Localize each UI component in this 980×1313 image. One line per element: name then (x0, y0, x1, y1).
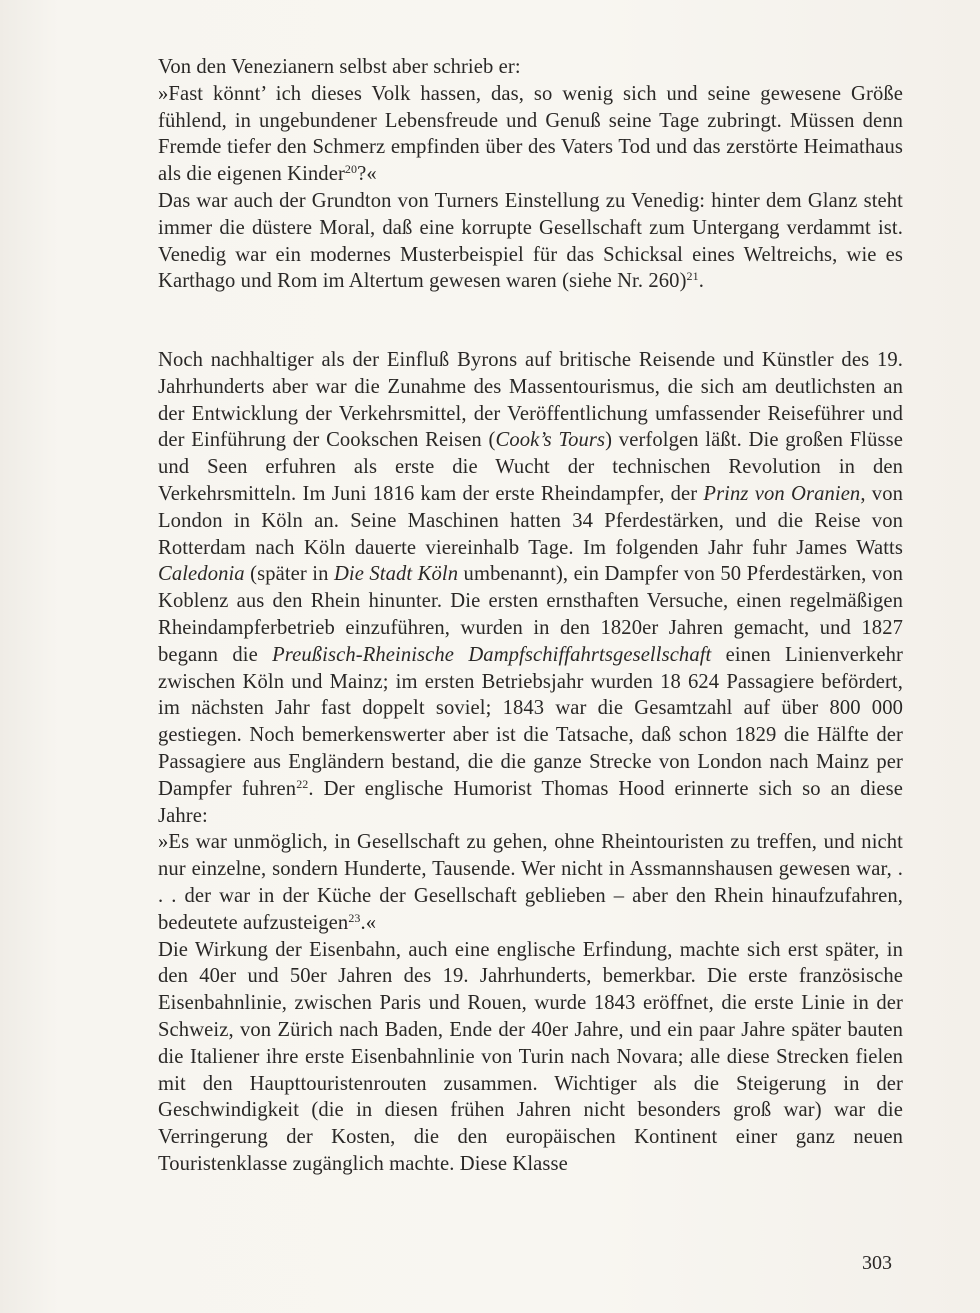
text-run: . Der englische Humorist Thomas Hood erinnerte sich so an diese Jahre: (158, 777, 903, 827)
text-run: »Fast könnt’ ich dieses Volk hassen, das, so wenig sich und seine gewesene Größe fühlend, in ungebundener Lebensfreude und Genuß seine Tage zubringt. Müssen denn Fremde tiefer den Schmerz empfinden über des Vaters Tod und das zerstörte Heimathaus als die eigenen Kinder (158, 82, 903, 186)
text-run: Die Wirkung der Eisenbahn, auch eine englische Erfindung, machte sich erst später, in den 40er und 50er Jahren des 19. Jahrhunderts, bemerkbar. Die erste französische Eisenbahnlinie, zwischen Paris und Rouen, wurde 1843 eröffnet, die erste Linie in der Schweiz, von Zürich nach Baden, Ende der 40er Jahre, und ein paar Jahre später bauten die Italiener ihre erste Eisenbahnlinie von Turin nach Novara; alle diese Strecken fielen mit den Haupttouristenrouten zusammen. Wichtiger als die Steigerung in der Geschwindigkeit (die in diesen frühen Jahren nicht besonders groß war) war die Verringerung der Kosten, die den europäischen Kontinent einer ganz neuen Touristenklasse zugänglich machte. Diese Klasse (158, 938, 903, 1175)
paragraph (158, 54, 903, 81)
footnote-reference: 23 (348, 910, 361, 925)
text-run: »Es war unmöglich, in Gesellschaft zu gehen, ohne Rheintouristen zu treffen, und nicht nur einzelne, sondern Hunderte, Tausende. Wer nicht in Assmannshausen gewesen war, . . . der war in der Küche der Gesellschaft geblieben – aber den Rhein hinaufzufahren, bedeutete aufzusteigen (158, 831, 903, 934)
text-run: ) verfolgen läßt. Die großen Flüsse und Seen erfuhren als erste die Wucht der technischen Revolution in den Verkehrsmitteln. Im Juni 1816 kam der erste Rheindampfer, der (158, 429, 903, 505)
text-run: (später in (244, 563, 334, 586)
page-number: 303 (862, 1252, 892, 1274)
italic-title: Caledonia (158, 563, 245, 586)
text-run: ?« (357, 163, 377, 186)
text-run: , von London in Köln an. Seine Maschinen hatten 34 Pferdestärken, und die Reise von Rotterdam nach Köln dauerte viereinhalb Tage. Im folgenden Jahr fuhr James Watts (158, 482, 903, 559)
text-run: einen Linienverkehr zwischen Köln und Mainz; im ersten Betriebsjahr wurden 18 624 Passagiere befördert, im nächsten Jahr fast doppelt soviel; 1843 war die Gesamtzahl auf über 800 000 gestiegen. Noch bemerkenswerter aber ist die Tatsache, daß schon 1829 die Hälfte der Passagiere aus Engländern bestand, die die ganze Strecke von London nach Mainz per Dampfer fuhren (158, 643, 903, 800)
text-run: .« (360, 911, 377, 934)
text-run: . (698, 270, 704, 293)
footnote-reference: 21 (686, 269, 699, 284)
italic-title: Prinz von Oranien (703, 482, 861, 505)
italic-title: Preußisch-Rheinische Dampfschiffahrtsgesellschaft (272, 643, 712, 666)
text-run: Von den Venezianern selbst aber schrieb er: (158, 56, 521, 78)
paragraph (158, 829, 903, 936)
paragraph (158, 188, 903, 295)
text-block-venedig (158, 54, 903, 295)
paragraph (158, 347, 903, 829)
footnote-reference: 22 (296, 776, 309, 791)
paragraph (158, 81, 903, 188)
italic-title: Die Stadt Köln (333, 563, 459, 586)
italic-title: Cook’s Tours (495, 429, 606, 452)
text-run: Noch nachhaltiger als der Einfluß Byrons auf britische Reisende und Künstler des 19. Jahrhunderts aber war die Zunahme des Massentourismus, die sich am deutlichsten an der Entwicklung der Verkehrsmittel, der Veröffentlichung umfassender Reiseführer und der Einführung der Cookschen Reisen ( (158, 349, 903, 452)
text-block-massentourismus (158, 347, 903, 1178)
footnote-reference: 20 (344, 162, 358, 177)
paragraph (158, 937, 903, 1178)
text-run: Das war auch der Grundton von Turners Einstellung zu Venedig: hinter dem Glanz steht immer die düstere Moral, daß eine korrupte Gesellschaft zum Untergang verdammt ist. Venedig war ein modernes Musterbeispiel für das Schicksal eines Weltreichs, wie es Karthago und Rom im Altertum gewesen waren (siehe Nr. 260) (158, 189, 903, 293)
text-run: umbenannt), ein Dampfer von 50 Pferdestärken, von Koblenz aus den Rhein hinunter. Die ersten ernsthaften Versuche, einen regelmäßigen Rheindampferbetrieb einzuführen, wurden in den 1820er Jahren gemacht, und 1827 begann die (158, 563, 903, 666)
